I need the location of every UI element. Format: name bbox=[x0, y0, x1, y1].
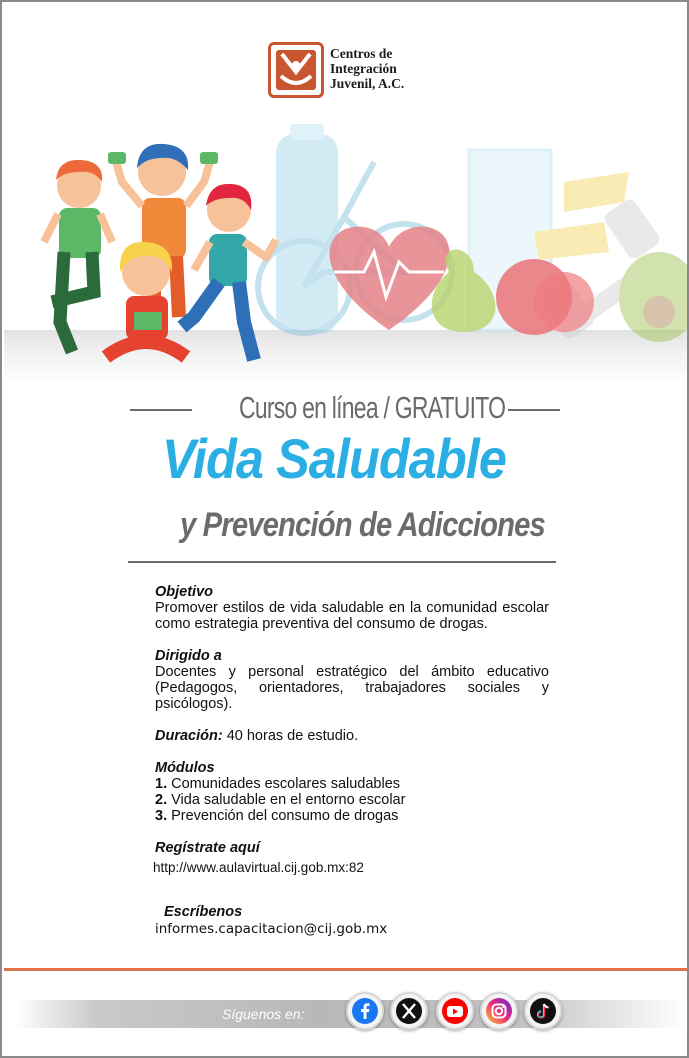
tagline-rule-right bbox=[508, 409, 560, 411]
youtube-icon[interactable] bbox=[436, 992, 474, 1030]
register-link[interactable]: http://www.aulavirtual.cij.gob.mx:82 bbox=[153, 860, 364, 875]
audience-heading: Dirigido a bbox=[155, 648, 222, 664]
module-item: 2. Vida saludable en el entorno escolar bbox=[155, 792, 406, 808]
instagram-icon[interactable] bbox=[480, 992, 518, 1030]
cij-logo-mark bbox=[268, 42, 324, 98]
course-subtitle: y Prevención de Adicciones bbox=[180, 506, 545, 544]
register-section bbox=[155, 840, 549, 876]
duration-section bbox=[155, 728, 549, 744]
duration-value: 40 horas de estudio. bbox=[222, 728, 359, 744]
register-heading: Regístrate aquí bbox=[155, 840, 260, 856]
course-tagline: Curso en línea / GRATUITO bbox=[239, 390, 506, 425]
course-details bbox=[155, 584, 549, 892]
facebook-icon[interactable] bbox=[346, 992, 384, 1030]
module-item: 3. Prevención del consumo de drogas bbox=[155, 808, 399, 824]
course-tagline-row bbox=[130, 390, 560, 430]
tagline-rule-left bbox=[130, 409, 192, 411]
objective-heading: Objetivo bbox=[155, 584, 214, 600]
tiktok-icon[interactable] bbox=[524, 992, 562, 1030]
water-bottle-illustration bbox=[276, 134, 338, 334]
x-icon[interactable] bbox=[390, 992, 428, 1030]
audience-text: Docentes y personal estratégico del ámbito educativo (Pedagogos, orientadores, trabajadores sociales y psicólogos). bbox=[155, 664, 549, 712]
kid-yoga-illustration bbox=[44, 160, 112, 352]
objective-section bbox=[155, 584, 549, 632]
cij-logo bbox=[268, 42, 428, 100]
modules-heading: Módulos bbox=[155, 760, 215, 776]
title-divider bbox=[128, 561, 556, 563]
kid-dumbbells-illustration bbox=[108, 144, 218, 317]
course-title: Vida Saludable bbox=[162, 427, 507, 490]
module-item: 1. Comunidades escolares saludables bbox=[155, 776, 401, 792]
contact-email-link[interactable]: informes.capacitacion@cij.gob.mx bbox=[155, 921, 388, 937]
follow-label: Síguenos en: bbox=[222, 1006, 305, 1022]
objective-text: Promover estilos de vida saludable en la comunidad escolar como estrategia preventiva del consumo de drogas. bbox=[155, 600, 549, 632]
hero-illustration bbox=[4, 122, 689, 382]
organization-name: Centros de Integración Juvenil, A.C. bbox=[330, 46, 405, 91]
contact-heading: Escríbenos bbox=[164, 904, 243, 920]
contact-section bbox=[155, 904, 455, 937]
modules-section bbox=[155, 760, 549, 824]
duration-label: Duración: bbox=[155, 728, 223, 744]
audience-section bbox=[155, 648, 549, 712]
footer-divider bbox=[4, 968, 689, 971]
